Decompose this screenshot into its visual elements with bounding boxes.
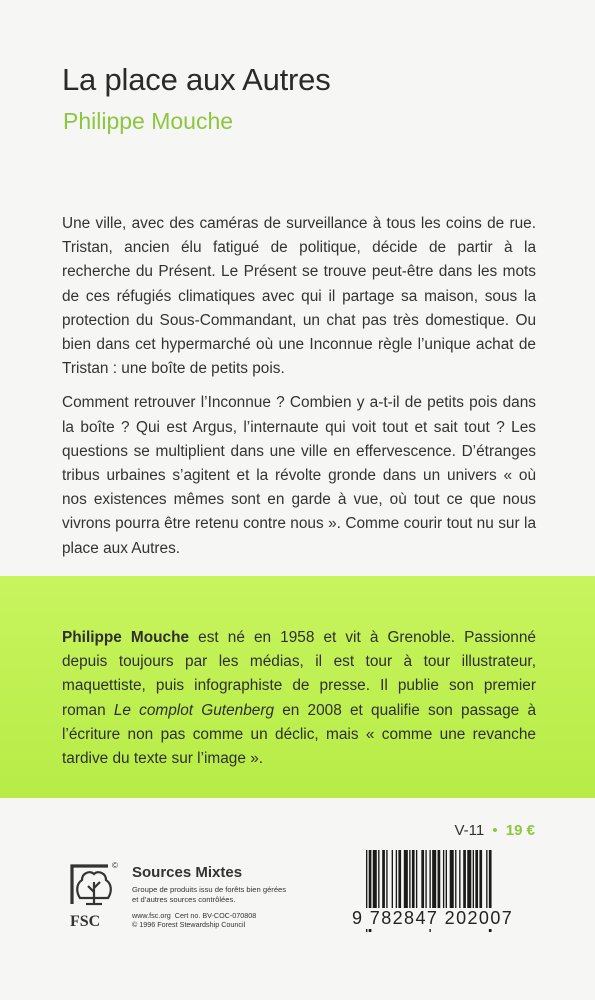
barcode-bar [392,850,393,908]
barcode-bar [443,850,444,908]
barcode-bar [438,850,441,908]
barcode-bar [398,850,401,908]
fsc-logo-text: FSC [70,913,101,930]
price-line [454,822,535,839]
barcode-bar [421,850,424,908]
barcode-bar [450,850,454,908]
price-amount: 19 € [505,822,535,839]
fsc-description: Groupe de produits issu de forêts bien gérées et d’autres sources contrôlées. [132,885,287,904]
price-separator: • [492,822,498,839]
barcode-bar [473,850,474,908]
barcode-bar [412,850,415,908]
barcode-bar [479,850,482,908]
barcode-bar [416,850,417,908]
fsc-copyright: © 1996 Forest Stewardship Council [132,920,246,929]
barcode-bar [382,850,385,908]
barcode-bar [425,850,426,908]
bio-text-1: est né en 1958 et vit à Grenoble. Passionné depuis toujours par les médias, il est tour à tour illustrateur, maquettiste, puis infographiste de presse. Il publie son premier roman [62,629,536,719]
book-author: Philippe Mouche [63,108,234,134]
barcode-bar [373,850,377,908]
barcode-bar [475,850,478,908]
barcode-bar [459,850,460,908]
barcode-bar [467,850,471,908]
fsc-footer [132,911,312,929]
author-bio [62,626,536,771]
bio-author-name: Philippe Mouche [62,629,190,646]
fsc-cert: Cert no. BV-COC-070808 [174,911,257,920]
fsc-registered-mark: © [112,861,118,870]
barcode-bar [446,850,447,908]
blurb-paragraph-1: Une ville, avec des caméras de surveillance à tous les coins de rue. Tristan, ancien élu fatigué de politique, décide de partir à la recherche du Présent. Le Présent se trouve peut-être dans les mots de ces réfugiés climatiques avec qui il partage sa maison, sous la protection du Sous-Commandant, un chat pas très domestique. Ou bien dans cet hypermarché où une Inconnue règle l’unique achat de Tristan : une boîte de petits pois. [62,215,536,378]
fsc-title: Sources Mixtes [132,864,243,881]
barcode-bar [404,850,408,908]
back-cover-blurb [62,212,536,571]
barcode-bar [378,850,379,908]
barcode-digits: 9 782847 202007 [352,908,542,929]
fsc-tree-logo-icon [62,858,126,930]
fsc-site: www.fsc.org [132,911,171,920]
barcode-bar [432,850,436,908]
barcode-bar [455,850,456,908]
barcode-bar [396,850,397,908]
bio-book-title: Le complot Gutenberg [113,701,275,719]
product-code: V-11 [454,822,485,839]
barcode-bar [486,850,487,908]
barcode-bar [463,850,466,908]
blurb-paragraph-2: Comment retrouver l’Inconnue ? Combien y a-t-il de petits pois dans la boîte ? Qui est Argus, l’internaute qui voit tout et sait tout ? Les questions se multiplient dans une ville en effervescence. D’étranges tribus urbaines s’agitent et la révolte gronde dans un univers « où nos existences mêmes sont en garde à vue, où tout ce que nous vivrons pourra être retenu contre nous ». Comme courir tout nu sur la place aux Autres. [62,394,536,557]
book-title: La place aux Autres [62,62,331,97]
barcode-bar [409,850,410,908]
bio-text-2: en 2008 et qualifie son passage à l’écriture non pas comme un déclic, mais « comme une revanche tardive du texte sur l’image ». [62,701,537,768]
barcode-bar [386,850,387,908]
